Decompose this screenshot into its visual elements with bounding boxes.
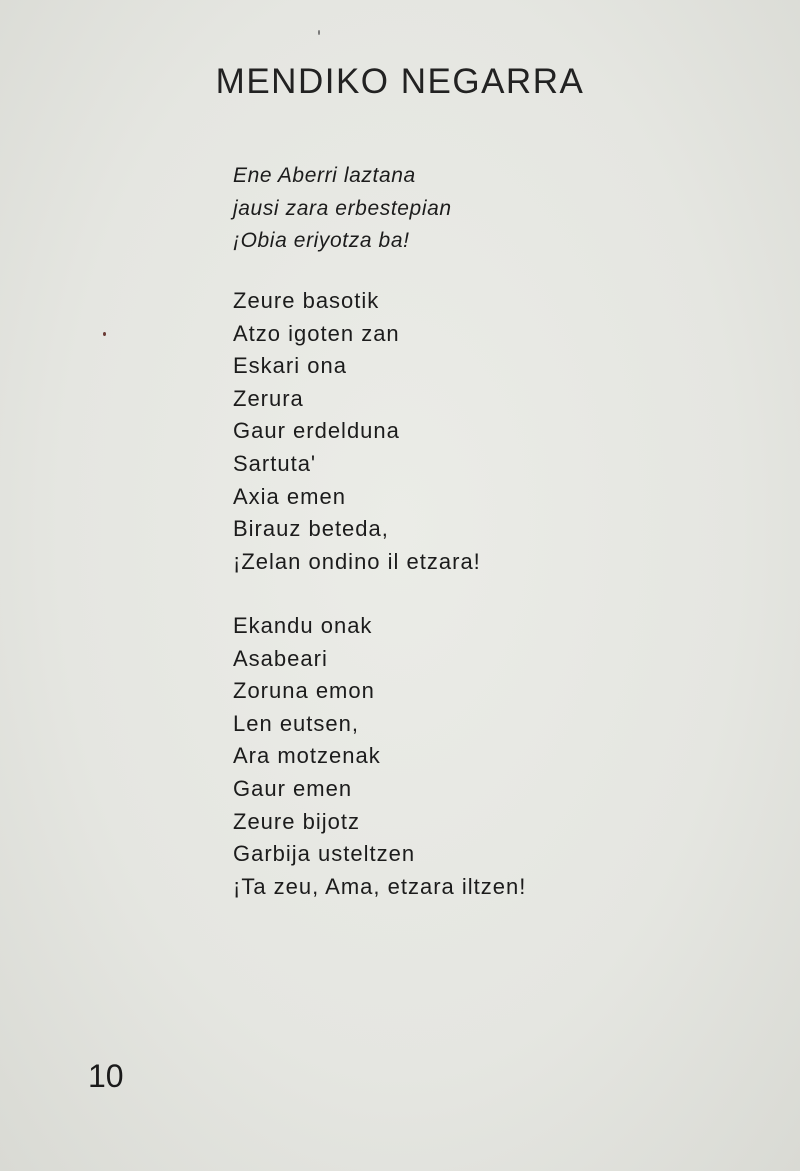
- poem-title: MENDIKO NEGARRA: [215, 62, 585, 101]
- poem-line: ¡Ta zeu, Ama, etzara iltzen!: [233, 873, 527, 899]
- poem-line: Len eutsen,: [233, 710, 359, 736]
- poem-line: Zoruna emon: [233, 678, 375, 704]
- poem-line: jausi zara erbestepian: [233, 196, 452, 220]
- poem-line: ¡Obia eriyotza ba!: [233, 229, 410, 252]
- poem-line: Birauz beteda,: [233, 516, 389, 542]
- poem-line: Gaur emen: [233, 775, 353, 801]
- page-number: 10: [88, 1058, 124, 1094]
- poem-line: Ene Aberri laztana: [233, 164, 416, 187]
- poem-line: Zeure bijotz: [233, 808, 360, 834]
- poem-line: Garbija usteltzen: [233, 841, 416, 867]
- ink-speck: [318, 30, 320, 35]
- poem-line: Atzo igoten zan: [233, 320, 400, 346]
- poem-line: Ekandu onak: [233, 613, 373, 638]
- stanza-1: [233, 160, 452, 258]
- poem-line: ¡Zelan ondino il etzara!: [233, 548, 481, 574]
- stanza-2: [233, 285, 481, 578]
- poem-line: Gaur erdelduna: [233, 418, 400, 444]
- poem-line: Sartuta': [233, 450, 317, 476]
- poem-line: Zerura: [233, 385, 304, 411]
- poem-line: Asabeari: [233, 645, 328, 671]
- ink-speck: [103, 332, 106, 336]
- poem-line: Zeure basotik: [233, 288, 380, 313]
- poem-line: Axia emen: [233, 483, 346, 509]
- stanza-3: [233, 610, 526, 903]
- poem-line: Eskari ona: [233, 353, 347, 379]
- poem-line: Ara motzenak: [233, 743, 381, 769]
